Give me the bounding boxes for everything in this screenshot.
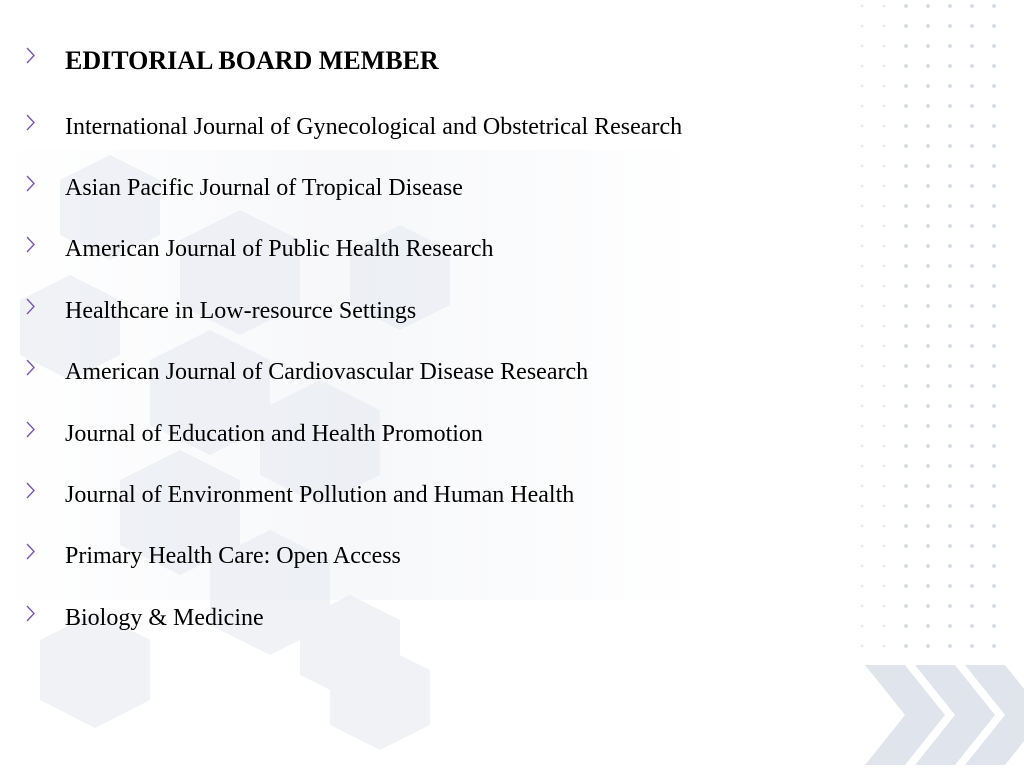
journal-name: International Journal of Gynecological and Obstetrical Research: [65, 114, 683, 140]
list-item: [0, 175, 900, 215]
bullet-icon: [26, 359, 35, 376]
list-item: [0, 236, 900, 276]
list-item: [0, 114, 900, 154]
bullet-icon: [26, 421, 35, 438]
list-item: [0, 605, 900, 645]
journal-name: Biology & Medicine: [65, 605, 264, 631]
bullet-icon: [26, 298, 35, 315]
journal-name: American Journal of Cardiovascular Disease Research: [65, 359, 589, 385]
list-item: [0, 359, 900, 399]
list-item: [0, 482, 900, 522]
bullet-icon: [26, 236, 35, 253]
heading-title: EDITORIAL BOARD MEMBER: [65, 46, 439, 75]
journal-name: American Journal of Public Health Research: [65, 236, 494, 262]
journal-name: Journal of Education and Health Promotion: [65, 421, 483, 447]
bullet-icon: [26, 175, 35, 192]
bullet-icon: [26, 605, 35, 622]
journal-name: Healthcare in Low-resource Settings: [65, 298, 417, 324]
bullet-icon: [26, 482, 35, 499]
journal-name: Primary Health Care: Open Access: [65, 543, 401, 569]
bullet-icon: [26, 114, 35, 131]
bullet-icon: [26, 47, 35, 64]
list-item: [0, 421, 900, 461]
heading-item: [0, 47, 900, 87]
bullet-icon: [26, 543, 35, 560]
list-item: [0, 298, 900, 338]
journal-name: Journal of Environment Pollution and Human Health: [65, 482, 575, 508]
journal-name: Asian Pacific Journal of Tropical Disease: [65, 175, 463, 201]
list-item: [0, 543, 900, 583]
